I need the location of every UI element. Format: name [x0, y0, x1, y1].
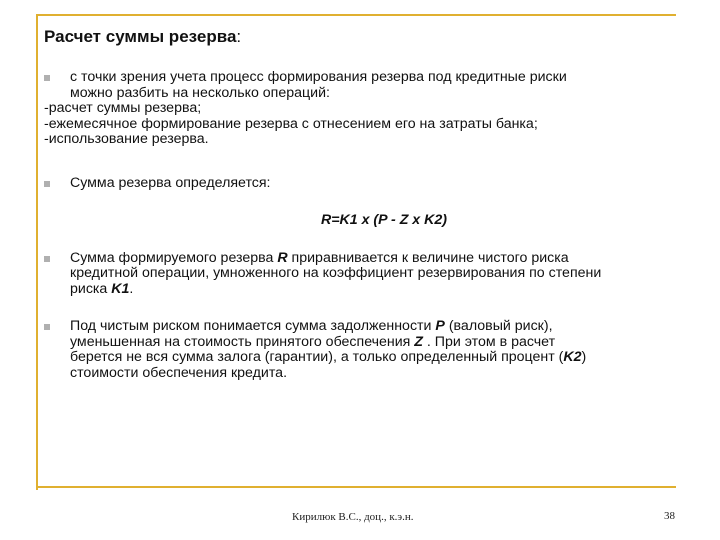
square-bullet-icon [44, 256, 50, 262]
square-bullet-icon [44, 75, 50, 81]
bullet-item: Под чистым риском понимается сумма задолженности P (валовый риск), уменьшенная на стоимость принятого обеспечения Z . При этом в расчет берется не вся сумма залога (гарантии), а только определенный процент (K2) стоимости обеспечения кредита. [44, 319, 684, 381]
dash-item: -использование резерва. [44, 131, 209, 147]
dash-item: -расчет суммы резерва; [44, 100, 202, 116]
bullet-item: с точки зрения учета процесс формирования резерва под кредитные риски можно разбить на несколько операций: [44, 70, 684, 101]
square-bullet-icon [44, 181, 50, 187]
slide-title: Расчет суммы резерва: [44, 27, 242, 46]
page-number: 38 [664, 510, 675, 522]
footer-author: Кирилюк В.С., доц., к.э.н. [292, 511, 414, 523]
left-accent-line [36, 14, 38, 490]
formula: R=K1 x (P - Z x K2) [320, 212, 447, 228]
bullet-item: Сумма формируемого резерва R приравнивается к величине чистого риска кредитной операции, умноженного на коэффициент резервирования по степени риска K1. [44, 251, 684, 298]
bottom-accent-line [36, 486, 676, 488]
bullet-item: Сумма резерва определяется: [44, 176, 684, 192]
dash-item: -ежемесячное формирование резерва с отнесением его на затраты банка; [44, 115, 538, 132]
slide-content [44, 70, 684, 381]
square-bullet-icon [44, 324, 50, 330]
top-accent-line [36, 14, 676, 16]
